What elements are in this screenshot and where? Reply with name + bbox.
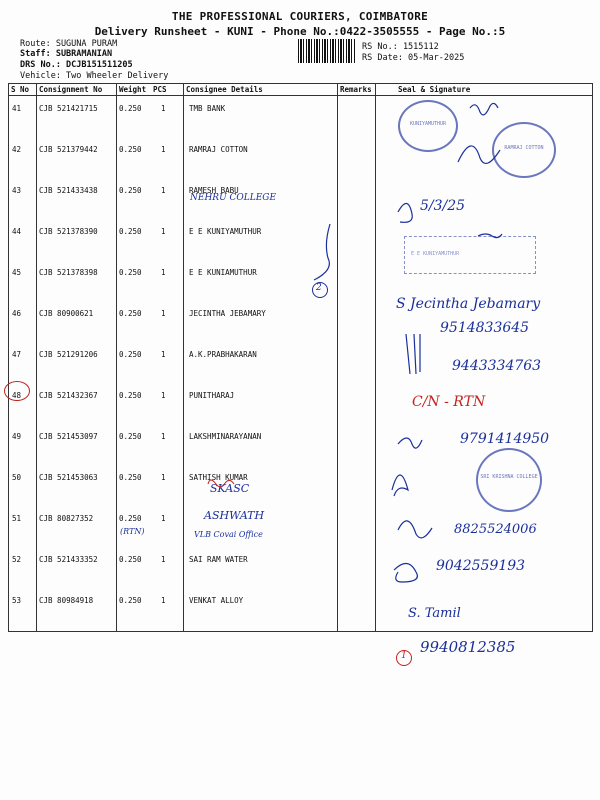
red-underline-scribble — [208, 480, 234, 487]
row-consignment: CJB 521378398 — [39, 268, 98, 277]
row-sno: 42 — [12, 145, 22, 154]
row-weight: 0.250 — [119, 555, 142, 564]
row-consignment: CJB 80900621 — [39, 309, 94, 318]
handwritten-place: VLB Covai Office — [194, 530, 263, 539]
signature-scribble-50 — [392, 475, 408, 496]
row-weight: 0.250 — [119, 309, 142, 318]
row-pcs: 1 — [161, 391, 166, 400]
handwritten-phone: 9443334763 — [452, 358, 542, 374]
circled-mark-text: 1 — [401, 651, 407, 661]
company-title: THE PROFESSIONAL COURIERS, COIMBATORE — [171, 10, 429, 23]
row-weight: 0.250 — [119, 596, 142, 605]
handwritten-note: NEHRU COLLEGE — [190, 193, 277, 203]
handwritten-signature: S Jecintha Jebamary — [396, 296, 541, 312]
row-consignment: CJB 521433352 — [39, 555, 98, 564]
row-consignment: CJB 521291206 — [39, 350, 98, 359]
row-consignment: CJB 80984918 — [39, 596, 94, 605]
row-consignment: CJB 521378390 — [39, 227, 98, 236]
row-consignee: SAI RAM WATER — [189, 555, 248, 564]
handwritten-return: (RTN) — [120, 527, 145, 536]
row-consignment: CJB 521421715 — [39, 104, 98, 113]
row-pcs: 1 — [161, 432, 166, 441]
signature-scribble-42 — [458, 146, 500, 164]
handwritten-date: 5/3/25 — [420, 198, 466, 214]
row-weight: 0.250 — [119, 432, 142, 441]
row-pcs: 1 — [161, 268, 166, 277]
signature-scribble-49 — [398, 438, 422, 448]
col-header-weight: Weight — [119, 85, 147, 94]
seal-stamp-text: SRI KRISHNA COLLEGE — [480, 474, 538, 480]
bracket-scribble-44 — [314, 224, 330, 280]
row-consignee: LAKSHMINARAYANAN — [189, 432, 262, 441]
row-pcs: 1 — [161, 555, 166, 564]
signature-scribble-41 — [470, 103, 498, 114]
row-weight: 0.250 — [119, 104, 142, 113]
seal-stamp-text: RAMRAJ COTTON — [504, 144, 544, 151]
row-sno: 44 — [12, 227, 22, 236]
row-sno: 48 — [12, 391, 22, 400]
row-consignment: CJB 521379442 — [39, 145, 98, 154]
row-consignee: SATHISH KUMAR — [189, 473, 248, 482]
return-status: C/N - RTN — [412, 394, 486, 410]
runsheet-title: Delivery Runsheet - KUNI - Phone No.:0422-3505555 - Page No.:5 — [94, 25, 506, 38]
row-sno: 50 — [12, 473, 22, 482]
row-pcs: 1 — [161, 227, 166, 236]
row-pcs: 1 — [161, 473, 166, 482]
row-consignment: CJB 521453063 — [39, 473, 98, 482]
row-consignee: PUNITHARAJ — [189, 391, 235, 400]
seal-stamp-text: KUNIYAMUTHUR — [409, 121, 447, 128]
col-header-sno: S No — [11, 85, 30, 94]
handwritten-phone: 8825524006 — [454, 522, 537, 537]
row-sno: 46 — [12, 309, 22, 318]
row-weight: 0.250 — [119, 145, 142, 154]
row-pcs: 1 — [161, 596, 166, 605]
row-consignment: CJB 80827352 — [39, 514, 94, 523]
handwritten-phone: 9791414950 — [460, 431, 550, 447]
row-sno: 52 — [12, 555, 22, 564]
col-header-consignee: Consignee Details — [186, 85, 263, 94]
row-consignment: CJB 521432367 — [39, 391, 98, 400]
row-consignment: CJB 521433438 — [39, 186, 98, 195]
handwritten-phone: 9514833645 — [440, 320, 530, 336]
vehicle-label: Vehicle: Two Wheeler Delivery — [20, 71, 169, 81]
row-pcs: 1 — [161, 104, 166, 113]
col-header-consignment: Consignment No — [39, 85, 103, 94]
handwritten-phone: 9940812385 — [420, 638, 516, 656]
col-header-remarks: Remarks — [340, 85, 372, 94]
row-sno: 43 — [12, 186, 22, 195]
row-consignee: JECINTHA JEBAMARY — [189, 309, 266, 318]
circled-mark-text: 2 — [316, 283, 322, 293]
signature-scribble-52 — [394, 563, 417, 582]
signature-scribble-47 — [406, 334, 420, 374]
handwritten-name: ASHWATH — [204, 509, 265, 522]
handwritten-signature: S. Tamil — [408, 606, 461, 621]
row-weight: 0.250 — [119, 227, 142, 236]
row-pcs: 1 — [161, 145, 166, 154]
handwritten-phone: 9042559193 — [436, 558, 526, 574]
col-header-seal: Seal & Signature — [398, 85, 471, 94]
row-consignee: RAMRAJ COTTON — [189, 145, 248, 154]
route-label: Route: SUGUNA PURAM — [20, 39, 118, 49]
row-consignee: VENKAT ALLOY — [189, 596, 244, 605]
row-consignment: CJB 521453097 — [39, 432, 98, 441]
col-header-pcs: PCS — [153, 85, 167, 94]
signature-scribble-51 — [398, 521, 432, 538]
row-consignee: E E KUNIAMUTHUR — [189, 268, 257, 277]
rs-date: RS Date: 05-Mar-2025 — [362, 53, 465, 63]
row-pcs: 1 — [161, 186, 166, 195]
row-consignee: A.K.PRABHAKARAN — [189, 350, 257, 359]
row-sno: 47 — [12, 350, 22, 359]
row-pcs: 1 — [161, 309, 166, 318]
row-sno: 49 — [12, 432, 22, 441]
signature-scribble-44 — [478, 234, 502, 238]
row-sno: 51 — [12, 514, 22, 523]
rs-number: RS No.: 1515112 — [362, 42, 439, 52]
row-pcs: 1 — [161, 350, 166, 359]
row-pcs: 1 — [161, 514, 166, 523]
row-weight: 0.250 — [119, 514, 142, 523]
row-consignee: TMB BANK — [189, 104, 226, 113]
row-weight: 0.250 — [119, 473, 142, 482]
drs-label: DRS No.: DCJB151511205 — [20, 60, 133, 70]
row-consignee: RAMESH BABU — [189, 186, 239, 195]
rectangular-stamp-text: E E KUNIYAMUTHUR — [411, 251, 460, 257]
row-weight: 0.250 — [119, 350, 142, 359]
staff-label: Staff: SUBRAMANIAN — [20, 49, 113, 59]
row-consignee: E E KUNIYAMUTHUR — [189, 227, 262, 236]
row-sno: 45 — [12, 268, 22, 277]
row-weight: 0.250 — [119, 186, 142, 195]
row-weight: 0.250 — [119, 268, 142, 277]
handwritten-note: SKASC — [210, 482, 250, 495]
row-sno: 53 — [12, 596, 22, 605]
row-weight: 0.250 — [119, 391, 142, 400]
signature-scribble-43 — [398, 203, 412, 222]
row-sno: 41 — [12, 104, 22, 113]
